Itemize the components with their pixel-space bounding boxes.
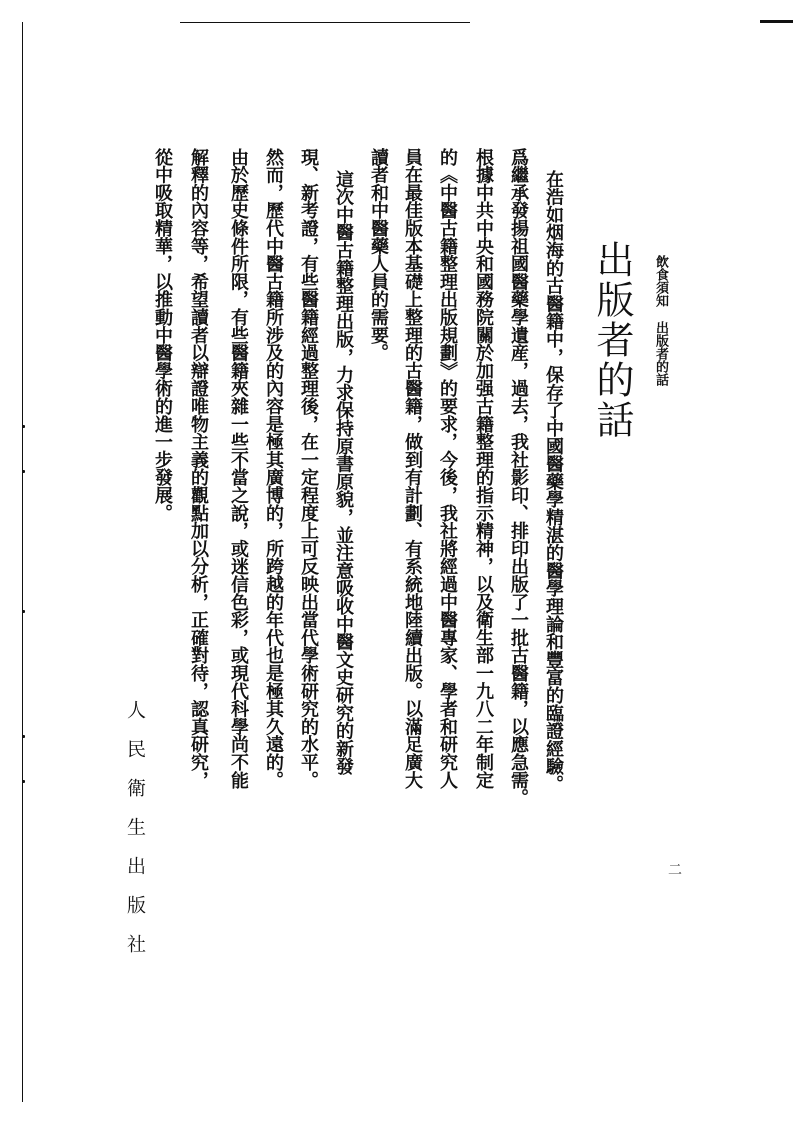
top-rule-right — [760, 20, 793, 23]
paragraph-column: 的《中醫古籍整理出版規劃》的要求，今後，我社將經過中醫專家、學者和研究人 — [437, 148, 458, 789]
running-header — [652, 255, 668, 386]
paragraph-column: 員在最佳版本基礎上整理的古醫籍，做到有計劃、有系統地陸續出版。以滿足廣大 — [402, 148, 423, 789]
publisher-signature: 人民衛生出版社 — [124, 700, 146, 973]
paragraph-column: 從中吸取精華，以推動中醫學術的進一步發展。 — [152, 148, 173, 522]
top-rule-left — [180, 22, 470, 23]
header-book-title: 飲食須知 — [653, 255, 668, 307]
page-title: 出版者的話 — [590, 240, 634, 440]
paragraph-column: 爲繼承發揚祖國醫藥學遺産，過去，我社影印、排印出版了一批古醫籍，以應急需。 — [508, 148, 529, 807]
paragraph-column: 然而，歷代中醫古籍所涉及的內容是極其廣博的，所跨越的年代也是極其久遠的。 — [263, 148, 284, 789]
paragraph-column: 由於歷史條件所限，有些醫籍夾雜一些不當之說，或迷信色彩，或現代科學尚不能 — [228, 148, 249, 789]
header-section-title: 出版者的話 — [653, 321, 668, 386]
left-margin-line — [22, 22, 23, 1102]
margin-mark — [22, 470, 25, 473]
paragraph-column: 這次中醫古籍整理出版，力求保持原書原貌，並注意吸收中醫文史研究的新發 — [333, 170, 354, 776]
margin-mark — [22, 735, 25, 738]
paragraph-column: 現、新考證，有些醫籍經過整理後，在一定程度上可反映出當代學術研究的水平。 — [298, 148, 319, 789]
margin-mark — [22, 425, 25, 428]
margin-mark — [22, 610, 25, 613]
paragraph-column: 解釋的內容等，希望讀者以辯證唯物主義的觀點加以分析，正確對待，認真研究， — [188, 148, 209, 789]
page-number: 二 — [666, 862, 682, 876]
paragraph-column: 讀者和中醫藥人員的需要。 — [368, 148, 389, 362]
margin-mark — [22, 780, 25, 783]
paragraph-column: 根據中共中央和國務院關於加强古籍整理的指示精神，以及衛生部一九八二年制定 — [473, 148, 494, 789]
paragraph-column: 在浩如烟海的古醫籍中，保存了中國醫藥學精湛的醫學理論和豐富的臨證經驗。 — [543, 170, 564, 794]
